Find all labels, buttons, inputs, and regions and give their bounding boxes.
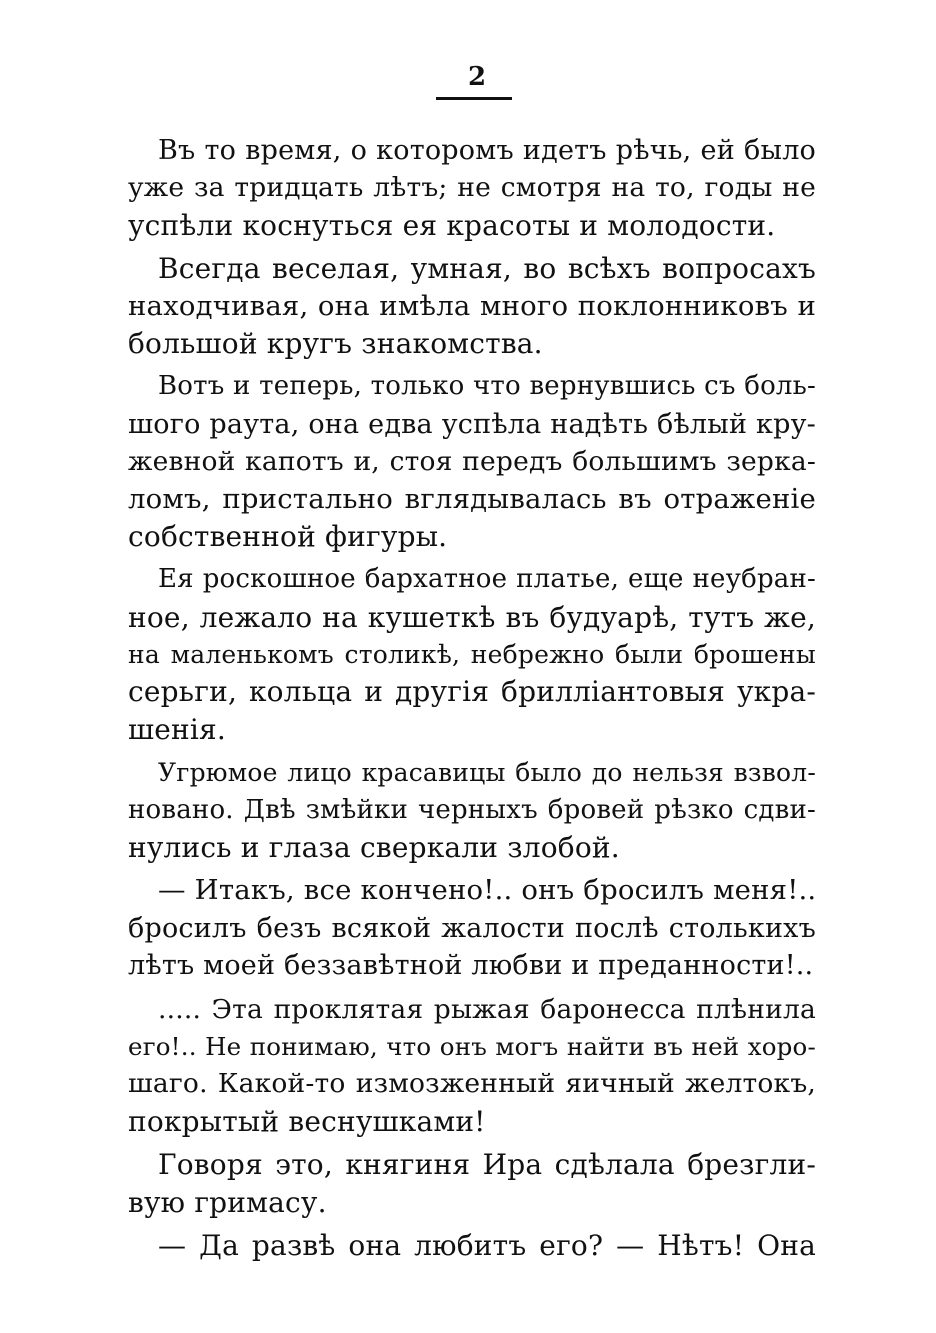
body-text [128,132,816,1270]
paragraph-5 [128,754,816,866]
paragraph-4 [128,561,816,748]
text-line: шого раута, она едва успѣла надѣть бѣлый кру- [128,408,816,440]
paragraph-7 [128,991,816,1141]
paragraph-1 [128,132,816,244]
text-line: нулись и глаза сверкали злобой. [128,831,620,865]
text-line: Вотъ и теперь, только что вернувшись съ боль- [158,371,816,402]
paragraph-2 [128,250,816,362]
text-line: ломъ, пристально вглядывалась въ отраженіе [128,482,816,515]
paragraph-9 [128,1227,816,1264]
text-line: успѣли коснуться ея красоты и молодости. [128,208,776,242]
text-line: его!.. Не понимаю, что онъ могъ найти въ ней хоро- [128,1031,816,1061]
text-line: новано. Двѣ змѣйки черныхъ бровей рѣзко сдви- [128,794,816,825]
paragraph-3 [128,368,816,555]
text-line: большой кругъ знакомства. [128,326,543,360]
text-line: ное, лежало на кушеткѣ въ будуарѣ, тутъ же, [128,600,816,634]
text-line: серьги, кольца и другія бриллiантовыя укра- [128,675,816,709]
page-number-rule [436,97,512,100]
text-line: — Итакъ, все кончено!.. онъ бросилъ меня!.. [158,874,817,907]
text-line: Ея роскошное бархатное платье, еще неубран- [158,564,816,595]
paragraph-6 [128,872,816,984]
text-line: покрытый веснушками! [128,1104,486,1138]
text-line: Всегда веселая, умная, во всѣхъ вопросахъ [158,252,816,286]
text-line: лѣтъ моей беззавѣтной любви и преданности!.. [128,950,814,982]
text-line: жевной капотъ и, стоя передъ большимъ зерка- [128,446,816,478]
text-line: Угрюмое лицо красавицы было до нельзя взвол- [158,758,816,788]
text-line: — Да развѣ она любитъ его? — Нѣтъ! Она [158,1228,816,1262]
text-line: шенія. [128,712,226,746]
paragraph-8 [128,1146,816,1221]
text-line: ..... Эта проклятая рыжая баронесса плѣнила [158,993,816,1025]
text-line: шаго. Какой-то измозженный яичный желтокъ, [128,1068,816,1100]
page-number: 2 [467,62,487,92]
text-line: бросилъ безъ всякой жалости послѣ столькихъ [128,912,816,944]
text-line: вую гримасу. [128,1185,327,1219]
text-line: находчивая, она имѣла много поклонниковъ и [128,289,816,322]
text-line: Говоря это, княгиня Ира сдѣлала брезгли- [158,1148,816,1182]
text-line: Въ то время, о которомъ идетъ рѣчь, ей было [158,135,816,166]
text-line: собственной фигуры. [128,519,448,553]
text-line: уже за тридцать лѣтъ; не смотря на то, годы не [128,172,816,204]
text-line: на маленькомъ столикѣ, небрежно были брошены [128,640,816,670]
